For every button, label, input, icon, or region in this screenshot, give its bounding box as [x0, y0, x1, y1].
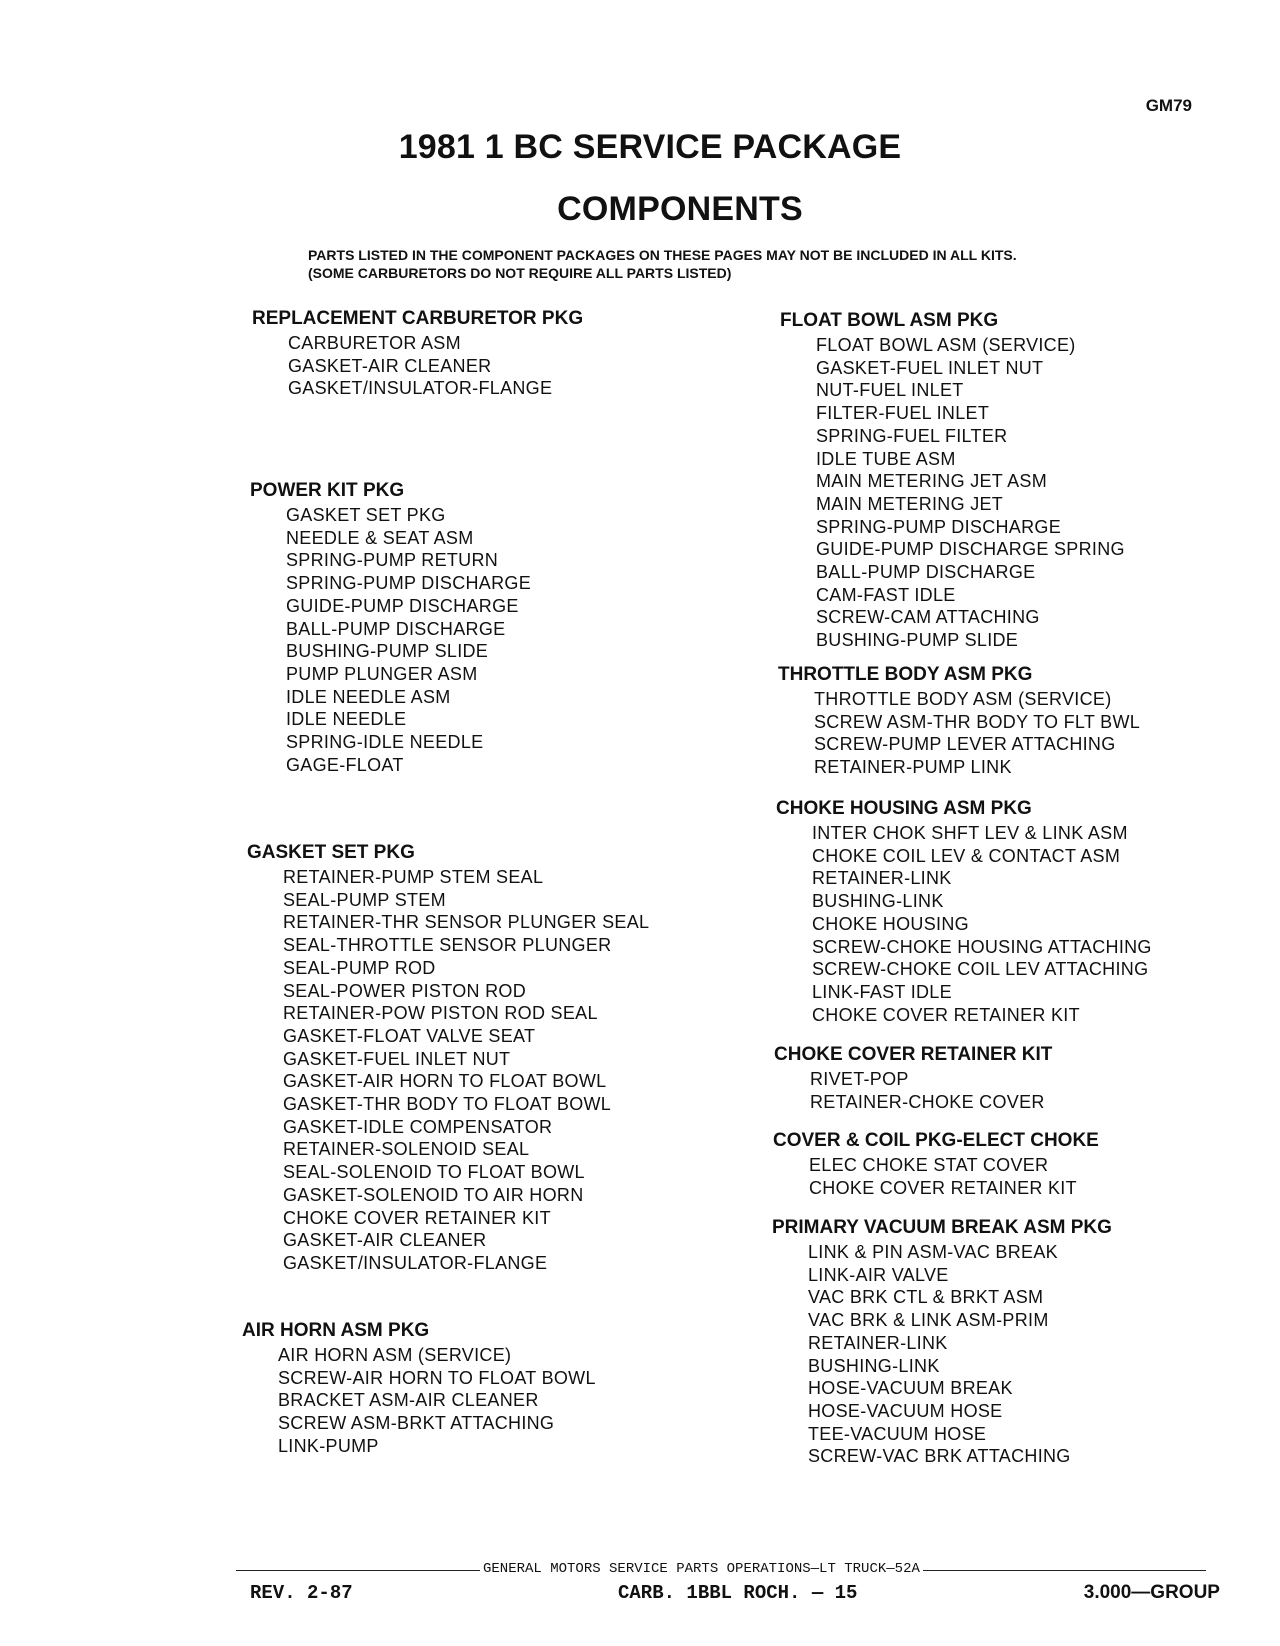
package-item: NUT-FUEL INLET	[816, 380, 964, 401]
package-title: THROTTLE BODY ASM PKG	[778, 664, 1033, 685]
package-item: SCREW-CHOKE HOUSING ATTACHING	[812, 936, 1152, 957]
package-item: RETAINER-CHOKE COVER	[810, 1091, 1045, 1112]
package-item: SCREW-VAC BRK ATTACHING	[808, 1446, 1071, 1467]
footer-revision: REV. 2-87	[250, 1582, 353, 1604]
notice-line-2: (SOME CARBURETORS DO NOT REQUIRE ALL PARTS LISTED)	[308, 265, 732, 281]
package-item: RETAINER-PUMP STEM SEAL	[283, 867, 544, 887]
package-item: SCREW ASM-BRKT ATTACHING	[278, 1413, 555, 1434]
parts-notice	[308, 246, 1188, 282]
package-item: GASKET-FUEL INLET NUT	[816, 357, 1044, 378]
package-block	[773, 1128, 1193, 1199]
package-item: SCREW-CAM ATTACHING	[816, 607, 1040, 628]
package-block	[774, 1042, 1194, 1113]
package-item: GASKET-AIR HORN TO FLOAT BOWL	[283, 1071, 607, 1092]
footer-rule-right	[920, 1570, 1206, 1571]
package-item: GASKET-IDLE COMPENSATOR	[283, 1116, 553, 1137]
package-item: MAIN METERING JET ASM	[816, 471, 1047, 492]
package-item: GASKET-THR BODY TO FLOAT BOWL	[283, 1094, 612, 1115]
package-item: IDLE NEEDLE ASM	[286, 686, 451, 707]
package-item: RETAINER-SOLENOID SEAL	[283, 1139, 530, 1160]
package-item: CHOKE COVER RETAINER KIT	[809, 1177, 1077, 1198]
package-item: CHOKE COIL LEV & CONTACT ASM	[812, 845, 1121, 866]
package-item-list	[242, 1344, 682, 1458]
package-item: LINK-FAST IDLE	[812, 981, 952, 1002]
package-item: BALL-PUMP DISCHARGE	[816, 562, 1036, 583]
package-item: BALL-PUMP DISCHARGE	[286, 618, 506, 639]
package-block	[250, 478, 690, 776]
footer-section: CARB. 1BBL ROCH. — 15	[618, 1582, 858, 1604]
package-title: PRIMARY VACUUM BREAK ASM PKG	[772, 1217, 1112, 1238]
package-item: SPRING-PUMP DISCHARGE	[816, 516, 1062, 537]
package-item: IDLE NEEDLE	[286, 709, 407, 730]
package-item-list	[772, 1241, 1192, 1468]
package-item: BUSHING-LINK	[812, 891, 944, 912]
package-block	[780, 308, 1200, 652]
package-item: LINK-AIR VALVE	[808, 1264, 949, 1285]
notice-line-1: PARTS LISTED IN THE COMPONENT PACKAGES ON THESE PAGES MAY NOT BE INCLUDED IN ALL KITS.	[308, 247, 1017, 263]
package-item-list	[774, 1068, 1194, 1113]
page-subtitle: COMPONENTS	[557, 190, 803, 228]
package-item: SPRING-FUEL FILTER	[816, 425, 1008, 446]
package-item: CAM-FAST IDLE	[816, 584, 956, 605]
package-item: GASKET-FUEL INLET NUT	[283, 1048, 511, 1069]
package-item: SEAL-POWER PISTON ROD	[283, 980, 527, 1001]
package-item: GASKET-AIR CLEANER	[283, 1230, 487, 1251]
package-item: ELEC CHOKE STAT COVER	[809, 1155, 1049, 1175]
package-item: SEAL-THROTTLE SENSOR PLUNGER	[283, 935, 612, 956]
package-item: GASKET-SOLENOID TO AIR HORN	[283, 1184, 584, 1205]
package-item: SPRING-PUMP DISCHARGE	[286, 573, 532, 594]
package-item-list	[250, 504, 690, 776]
package-item: BUSHING-PUMP SLIDE	[816, 630, 1019, 651]
footer-publisher: GENERAL MOTORS SERVICE PARTS OPERATIONS—LT TRUCK—52A	[480, 1561, 923, 1577]
package-title: FLOAT BOWL ASM PKG	[780, 310, 999, 331]
package-block	[776, 796, 1196, 1026]
package-item: INTER CHOK SHFT LEV & LINK ASM	[812, 823, 1128, 843]
package-item: VAC BRK & LINK ASM-PRIM	[808, 1310, 1049, 1331]
package-item: CHOKE COVER RETAINER KIT	[283, 1207, 551, 1228]
package-item: CARBURETOR ASM	[288, 333, 461, 353]
package-item: SCREW ASM-THR BODY TO FLT BWL	[814, 711, 1141, 732]
package-item: GASKET SET PKG	[286, 505, 446, 525]
package-item: SEAL-PUMP ROD	[283, 957, 436, 978]
package-item: RIVET-POP	[810, 1069, 909, 1089]
package-item: RETAINER-PUMP LINK	[814, 757, 1012, 778]
package-item-list	[778, 688, 1198, 779]
package-item: GASKET/INSULATOR-FLANGE	[283, 1252, 548, 1273]
package-item: AIR HORN ASM (SERVICE)	[278, 1345, 512, 1365]
package-item-list	[773, 1154, 1193, 1199]
package-item: GUIDE-PUMP DISCHARGE SPRING	[816, 539, 1125, 560]
package-item: MAIN METERING JET	[816, 493, 1004, 514]
package-item: HOSE-VACUUM BREAK	[808, 1378, 1013, 1399]
footer-group: 3.000—GROUP	[1083, 1582, 1220, 1603]
package-item: SEAL-SOLENOID TO FLOAT BOWL	[283, 1162, 585, 1183]
package-item: GASKET-FLOAT VALVE SEAT	[283, 1025, 536, 1046]
package-item: RETAINER-THR SENSOR PLUNGER SEAL	[283, 912, 650, 933]
package-item: SCREW-AIR HORN TO FLOAT BOWL	[278, 1367, 596, 1388]
package-item: TEE-VACUUM HOSE	[808, 1423, 987, 1444]
package-item: BUSHING-LINK	[808, 1355, 940, 1376]
package-item: GUIDE-PUMP DISCHARGE	[286, 595, 519, 616]
package-item: VAC BRK CTL & BRKT ASM	[808, 1287, 1044, 1308]
package-item-list	[247, 866, 687, 1275]
package-item: THROTTLE BODY ASM (SERVICE)	[814, 689, 1112, 709]
package-block	[247, 840, 687, 1275]
package-item: PUMP PLUNGER ASM	[286, 663, 478, 684]
package-title: CHOKE COVER RETAINER KIT	[774, 1044, 1053, 1065]
package-item: SPRING-IDLE NEEDLE	[286, 732, 484, 753]
package-block	[772, 1215, 1192, 1468]
package-title: COVER & COIL PKG-ELECT CHOKE	[773, 1130, 1099, 1151]
package-item: BRACKET ASM-AIR CLEANER	[278, 1390, 539, 1411]
package-item: RETAINER-LINK	[808, 1332, 948, 1353]
package-title: AIR HORN ASM PKG	[242, 1320, 430, 1341]
package-title: POWER KIT PKG	[250, 480, 405, 501]
package-item: LINK & PIN ASM-VAC BREAK	[808, 1242, 1058, 1262]
package-item: CHOKE COVER RETAINER KIT	[812, 1004, 1080, 1025]
package-title: REPLACEMENT CARBURETOR PKG	[252, 308, 584, 329]
package-item: GASKET-AIR CLEANER	[288, 355, 492, 376]
package-block	[778, 662, 1198, 779]
package-item: SCREW-CHOKE COIL LEV ATTACHING	[812, 959, 1149, 980]
page-title: 1981 1 BC SERVICE PACKAGE	[398, 128, 902, 166]
package-item: SEAL-PUMP STEM	[283, 889, 446, 910]
package-item: GASKET/INSULATOR-FLANGE	[288, 378, 553, 399]
package-item: LINK-PUMP	[278, 1435, 379, 1456]
package-item: HOSE-VACUUM HOSE	[808, 1400, 1003, 1421]
package-item: FILTER-FUEL INLET	[816, 403, 990, 424]
package-item: RETAINER-LINK	[812, 868, 952, 889]
package-item: RETAINER-POW PISTON ROD SEAL	[283, 1003, 598, 1024]
footer-rule-left	[236, 1570, 486, 1571]
package-item: BUSHING-PUMP SLIDE	[286, 641, 489, 662]
package-item: FLOAT BOWL ASM (SERVICE)	[816, 335, 1076, 355]
package-item: CHOKE HOUSING	[812, 913, 969, 934]
package-item: GAGE-FLOAT	[286, 754, 404, 775]
package-item: NEEDLE & SEAT ASM	[286, 527, 474, 548]
package-block	[242, 1318, 682, 1458]
page-code: GM79	[1145, 96, 1192, 115]
package-title: CHOKE HOUSING ASM PKG	[776, 798, 1032, 819]
package-block	[252, 306, 692, 400]
package-item: IDLE TUBE ASM	[816, 448, 956, 469]
package-item-list	[780, 334, 1200, 652]
package-item: SCREW-PUMP LEVER ATTACHING	[814, 734, 1116, 755]
package-item-list	[776, 822, 1196, 1026]
package-item-list	[252, 332, 692, 400]
package-title: GASKET SET PKG	[247, 842, 415, 863]
package-item: SPRING-PUMP RETURN	[286, 550, 499, 571]
